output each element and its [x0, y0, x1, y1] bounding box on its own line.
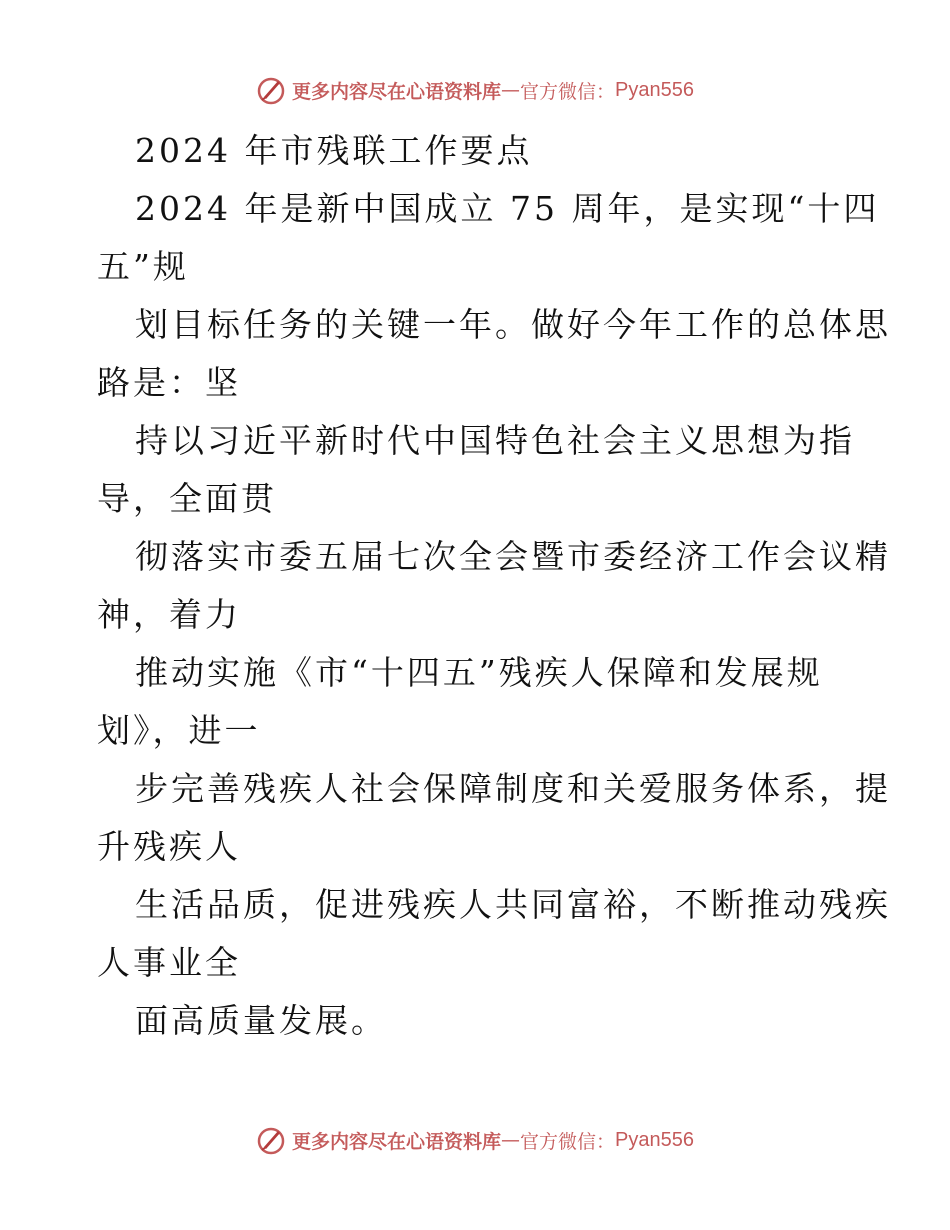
paragraph-line: 步完善残疾人社会保障制度和关爱服务体系，提: [135, 769, 891, 808]
document-title: 2024 年市残联工作要点: [135, 131, 533, 170]
watermark-main-text: 更多内容尽在心语资料库: [292, 1130, 502, 1153]
watermark-main-text: 更多内容尽在心语资料库: [292, 80, 502, 103]
paragraph-line: 推动实施《市“十四五”残疾人保障和发展规: [135, 653, 823, 692]
watermark-separator: —: [501, 79, 521, 101]
paragraph-line: 彻落实市委五届七次全会暨市委经济工作会议精: [135, 537, 891, 576]
watermark-sub-text: 官方微信：: [520, 1130, 616, 1153]
paragraph-line: 升残疾人: [97, 827, 241, 866]
paragraph-line: 五”规: [97, 247, 189, 286]
paragraph-line: 导，全面贯: [97, 479, 277, 518]
paragraph-line: 划》，进一: [97, 711, 261, 750]
paragraph-line: 持以习近平新时代中国特色社会主义思想为指: [135, 421, 855, 460]
paragraph-line: 人事业全: [97, 943, 241, 982]
watermark-separator: —: [501, 1129, 521, 1151]
header-watermark: [0, 70, 950, 110]
paragraph-line: 划目标任务的关键一年。做好今年工作的总体思: [135, 305, 891, 344]
quill-logo-icon: [256, 1125, 286, 1155]
footer-watermark: [0, 1120, 950, 1160]
paragraph-line: 2024 年是新中国成立 75 周年，是实现“十四: [135, 189, 880, 228]
document-body: [97, 122, 891, 1050]
quill-logo-icon: [256, 75, 286, 105]
watermark-sub-text: 官方微信：: [520, 80, 616, 103]
paragraph-line: 神，着力: [97, 595, 241, 634]
paragraph-line: 生活品质，促进残疾人共同富裕，不断推动残疾: [135, 885, 891, 924]
paragraph-line: 路是：坚: [97, 363, 241, 402]
watermark-wechat-id: Pyan556: [615, 78, 694, 101]
watermark-wechat-id: Pyan556: [615, 1128, 694, 1151]
paragraph-line: 面高质量发展。: [135, 1001, 387, 1040]
